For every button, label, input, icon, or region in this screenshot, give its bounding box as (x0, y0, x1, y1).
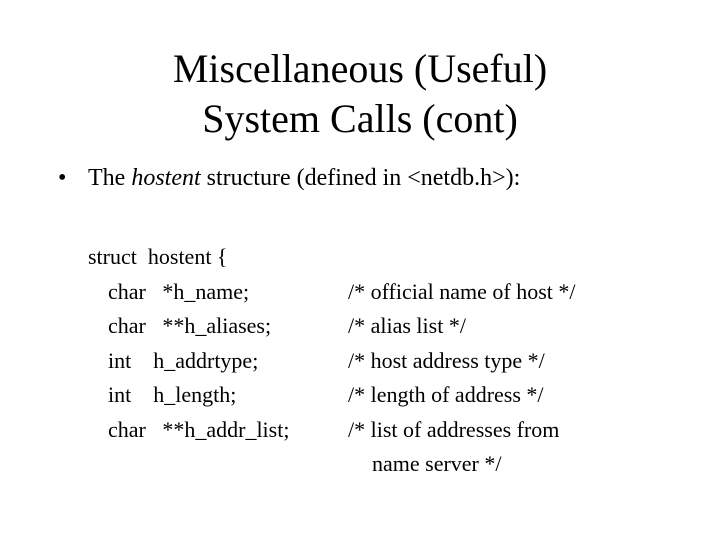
field-comment-continuation: name server */ (372, 451, 502, 476)
title-line-1: Miscellaneous (Useful) (172, 46, 548, 91)
bullet-text-after: structure (defined in <netdb.h>): (200, 165, 521, 191)
field-comment-h-aliases: /* alias list */ (348, 313, 466, 338)
bullet-text-before: The (88, 165, 132, 191)
bullet-text-italic: hostent (131, 165, 201, 191)
field-comment-h-addrtype: /* host address type */ (348, 348, 545, 373)
bullet-marker: • (58, 165, 67, 191)
field-decl-h-aliases: char **h_aliases; (108, 313, 272, 338)
struct-declaration: struct hostent { (88, 244, 228, 269)
field-decl-h-length: int h_length; (108, 382, 237, 407)
field-decl-h-addrtype: int h_addrtype; (108, 348, 259, 373)
field-decl-h-name: char *h_name; (108, 279, 250, 304)
field-comment-h-name: /* official name of host */ (348, 279, 576, 304)
bullet-item (58, 162, 520, 194)
field-decl-h-addr-list: char **h_addr_list; (108, 417, 290, 442)
field-comment-h-addr-list: /* list of addresses from (348, 417, 560, 442)
slide-title (0, 44, 720, 144)
title-line-2: System Calls (cont) (202, 96, 518, 141)
field-comment-h-length: /* length of address */ (348, 382, 544, 407)
